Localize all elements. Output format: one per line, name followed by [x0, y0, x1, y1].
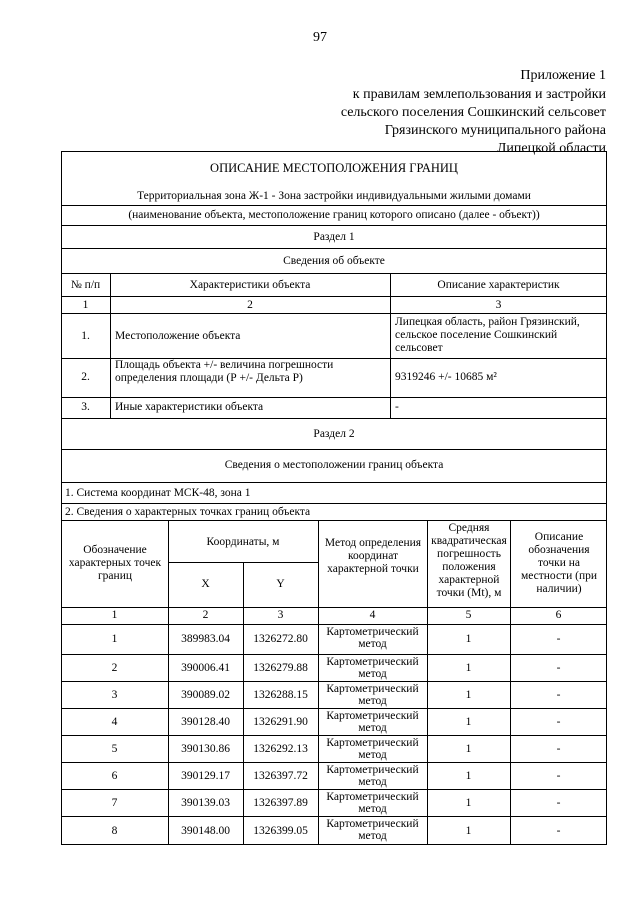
section1-label: Раздел 1: [313, 231, 355, 243]
point-error: 1: [465, 662, 472, 674]
divider: [61, 397, 607, 398]
point-number: 4: [111, 716, 118, 728]
point-method: Картометрический метод: [326, 656, 419, 680]
divider: [61, 503, 607, 504]
point-number: 3: [111, 689, 118, 701]
point-description: -: [556, 716, 561, 728]
col-number: 4: [369, 609, 376, 621]
divider: [61, 789, 607, 790]
row-characteristic: Местоположение объекта: [115, 330, 241, 342]
point-number: 6: [111, 770, 118, 782]
row-characteristic: Иные характеристики объекта: [115, 401, 264, 413]
point-x: 390148.00: [181, 825, 230, 837]
col-number: 2: [247, 299, 253, 311]
divider: [61, 449, 607, 450]
point-error: 1: [465, 770, 472, 782]
divider: [61, 816, 607, 817]
point-y: 1326291.90: [253, 716, 308, 728]
point-y: 1326397.89: [253, 797, 308, 809]
point-description: -: [556, 633, 561, 645]
point-y: 1326272.80: [253, 633, 308, 645]
divider: [61, 482, 607, 483]
divider: [61, 520, 607, 521]
row-num: 3.: [81, 401, 90, 413]
point-x: 390006.41: [181, 662, 230, 674]
point-method: Картометрический метод: [326, 737, 419, 761]
zone-name: Территориальная зона Ж-1 - Зона застройки индивидуальными жилыми домами: [137, 190, 531, 202]
point-error: 1: [465, 689, 472, 701]
section1-title: Сведения об объекте: [283, 255, 385, 267]
divider: [61, 681, 607, 682]
row-num: 1.: [81, 330, 90, 342]
divider: [61, 708, 607, 709]
point-error: 1: [465, 825, 472, 837]
point-method: Картометрический метод: [326, 818, 419, 842]
row-num: 2.: [81, 371, 90, 383]
appendix-line-1: Приложение 1: [520, 68, 606, 83]
header-characteristics: Характеристики объекта: [189, 279, 311, 291]
col-number: 1: [111, 609, 118, 621]
point-error: 1: [465, 797, 472, 809]
point-number: 8: [111, 825, 118, 837]
divider: [318, 520, 319, 845]
page-number: 97: [313, 30, 327, 45]
divider: [61, 205, 607, 206]
header-method: Метод определения координат характерной точки: [324, 537, 422, 575]
point-method: Картометрический метод: [326, 710, 419, 734]
divider: [110, 273, 111, 418]
appendix-line-3: сельского поселения Сошкинский сельсовет: [340, 105, 606, 120]
point-number: 2: [111, 662, 118, 674]
point-method: Картометрический метод: [326, 683, 419, 707]
point-number: 7: [111, 797, 118, 809]
point-x: 390139.03: [181, 797, 230, 809]
zone-note: (наименование объекта, местоположение границ которого описано (далее - объект)): [128, 209, 540, 221]
header-num: № п/п: [70, 279, 101, 291]
divider: [61, 418, 607, 419]
header-x: X: [201, 578, 210, 590]
divider: [61, 735, 607, 736]
divider: [61, 607, 607, 608]
point-method: Картометрический метод: [326, 764, 419, 788]
point-number: 5: [111, 743, 118, 755]
row-characteristic: Площадь объекта +/- величина погрешности определения площади (Р +/- Дельта Р): [115, 359, 334, 384]
header-coordinates: Координаты, м: [206, 536, 280, 548]
doc-title: ОПИСАНИЕ МЕСТОПОЛОЖЕНИЯ ГРАНИЦ: [210, 161, 458, 175]
col-number: 3: [495, 299, 502, 311]
point-description: -: [556, 770, 561, 782]
point-y: 1326292.13: [253, 743, 308, 755]
col-number: 6: [555, 609, 562, 621]
divider: [61, 296, 607, 297]
point-x: 390129.17: [181, 770, 230, 782]
point-number: 1: [111, 633, 118, 645]
coord-system: 1. Система координат МСК-48, зона 1: [65, 487, 251, 499]
point-x: 389983.04: [181, 633, 230, 645]
header-y: Y: [276, 578, 285, 590]
col-number: 3: [277, 609, 284, 621]
col-number: 1: [82, 299, 89, 311]
header-designation: Обозначение характерных точек границ: [68, 544, 162, 582]
point-y: 1326279.88: [253, 662, 308, 674]
col-number: 2: [202, 609, 209, 621]
col-number: 5: [465, 609, 472, 621]
divider: [61, 248, 607, 249]
point-description: -: [556, 662, 561, 674]
point-description: -: [556, 689, 561, 701]
point-description: -: [556, 825, 561, 837]
divider: [390, 273, 391, 418]
row-description: 9319246 +/- 10685 м²: [395, 371, 497, 383]
divider: [61, 225, 607, 226]
section2-label: Раздел 2: [313, 428, 355, 440]
divider: [61, 654, 607, 655]
point-method: Картометрический метод: [326, 791, 419, 815]
point-y: 1326399.05: [253, 825, 308, 837]
section2-title: Сведения о местоположении границ объекта: [224, 459, 444, 471]
divider: [61, 313, 607, 314]
point-x: 390130.86: [181, 743, 230, 755]
divider: [61, 273, 607, 274]
point-description: -: [556, 743, 561, 755]
header-description: Описание обозначения точки на местности (при наличии): [520, 531, 598, 595]
header-description: Описание характеристик: [437, 279, 560, 291]
point-error: 1: [465, 743, 472, 755]
points-title: 2. Сведения о характерных точках границ объекта: [65, 506, 311, 518]
point-error: 1: [465, 633, 472, 645]
divider: [61, 624, 607, 625]
appendix-line-4: Грязинского муниципального района: [384, 123, 606, 138]
point-error: 1: [465, 716, 472, 728]
point-x: 390128.40: [181, 716, 230, 728]
appendix-line-5: Липецкой области: [496, 141, 606, 156]
point-x: 390089.02: [181, 689, 230, 701]
point-y: 1326288.15: [253, 689, 308, 701]
point-y: 1326397.72: [253, 770, 308, 782]
row-description: -: [395, 401, 399, 413]
row-description: Липецкая область, район Грязинский, сельское поселение Сошкинский сельсовет: [395, 316, 580, 354]
divider: [61, 762, 607, 763]
point-description: -: [556, 797, 561, 809]
appendix-line-2: к правилам землепользования и застройки: [352, 87, 606, 102]
header-error: Средняя квадратическая погрешность положения характерной точки (Mt), м: [431, 522, 507, 599]
point-method: Картометрический метод: [326, 626, 419, 650]
